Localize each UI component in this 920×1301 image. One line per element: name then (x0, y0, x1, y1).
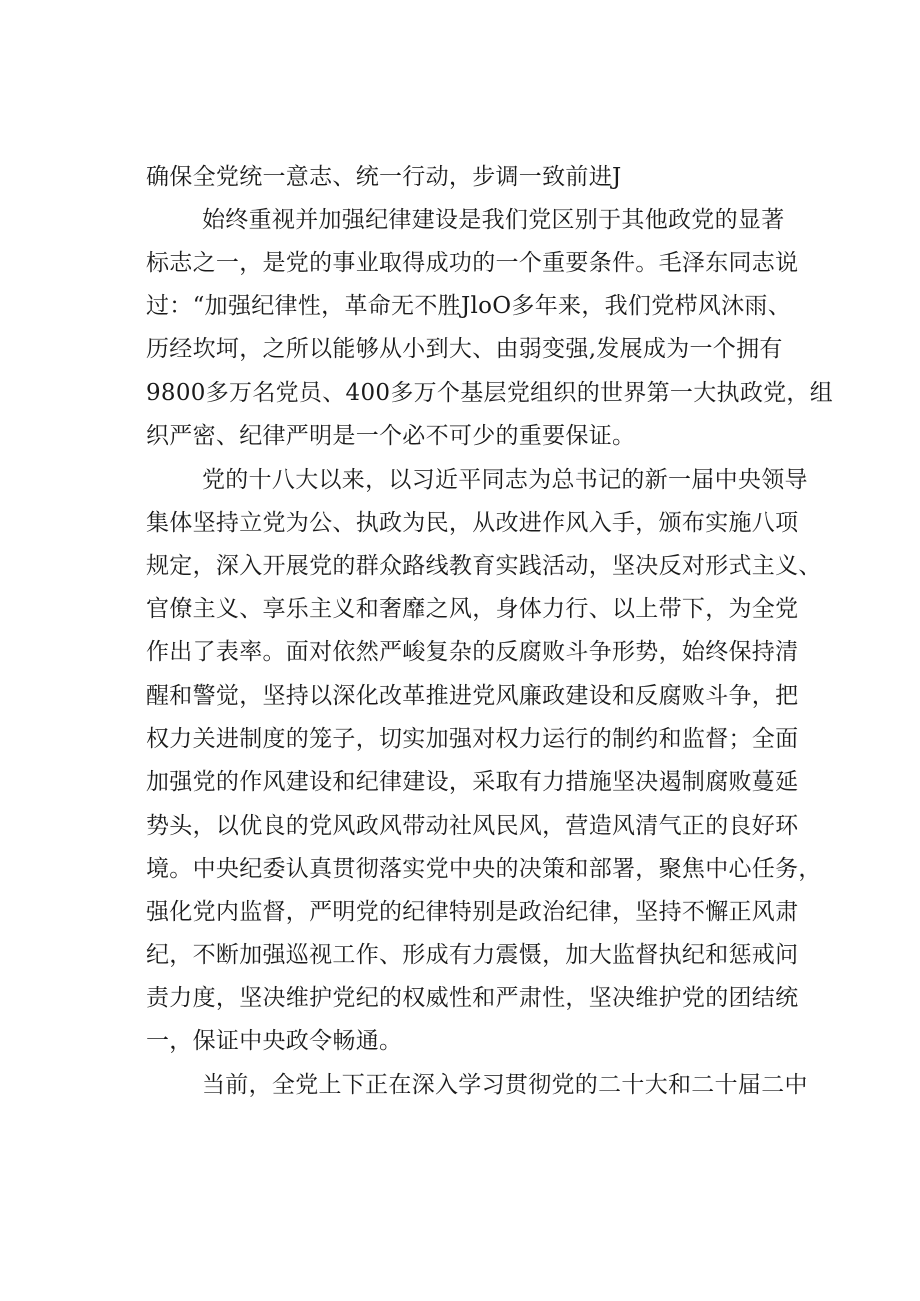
text-line: 历经坎坷，之所以能够从小到大、由弱变强,发展成为一个拥有 (146, 336, 783, 362)
text-line: 过：“加强纪律性，革命无不胜JloO多年来，我们党栉风沐雨、 (146, 293, 792, 319)
text-line: 加强党的作风建设和纪律建设，采取有力措施坚决遏制腐败蔓延 (146, 769, 799, 795)
text-line: 势头，以优良的党风政风带动社风民风，营造风清气正的良好环 (146, 813, 799, 839)
text-line: 规定，深入开展党的群众路线教育实践活动，坚决反对形式主义、 (146, 553, 822, 579)
text-line: 标志之一，是党的事业取得成功的一个重要条件。毛泽东同志说 (146, 250, 799, 276)
text-line: 一，保证中央政令畅通。 (146, 1028, 403, 1054)
text-line: 权力关进制度的笼子，切实加强对权力运行的制约和监督；全面 (146, 726, 799, 752)
text-line: 官僚主义、享乐主义和奢靡之风，身体力行、以上带下，为全党 (146, 596, 799, 622)
text-line: 醒和警觉，坚持以深化改革推进党风廉政建设和反腐败斗争，把 (146, 683, 799, 709)
text-line: 强化党内监督，严明党的纪律特别是政治纪律，坚持不懈正风肃 (146, 899, 799, 925)
text-line: 确保全党统一意志、统一行动，步调一致前进J (146, 164, 622, 190)
text-line: 境。中央纪委认真贯彻落实党中央的决策和部署，聚焦中心任务， (146, 856, 822, 882)
text-line: 党的十八大以来，以习近平同志为总书记的新一届中央领导 (202, 467, 808, 493)
text-line: 集体坚持立党为公、执政为民，从改进作风入手，颁布实施八项 (146, 510, 799, 536)
text-line: 责力度，坚决维护党纪的权威性和严肃性，坚决维护党的团结统 (146, 985, 799, 1011)
text-line: 织严密、纪律严明是一个必不可少的重要保证。 (146, 423, 636, 449)
text-line: 9800多万名党员、400多万个基层党组织的世界第一大执政党，组 (146, 380, 834, 406)
text-line: 当前，全党上下正在深入学习贯彻党的二十大和二十届二中 (202, 1072, 808, 1098)
text-line: 纪，不断加强巡视工作、形成有力震慑，加大监督执纪和惩戒问 (146, 942, 799, 968)
text-line: 始终重视并加强纪律建设是我们党区别于其他政党的显著 (202, 207, 785, 233)
text-line: 作出了表率。面对依然严峻复杂的反腐败斗争形势，始终保持清 (146, 639, 799, 665)
